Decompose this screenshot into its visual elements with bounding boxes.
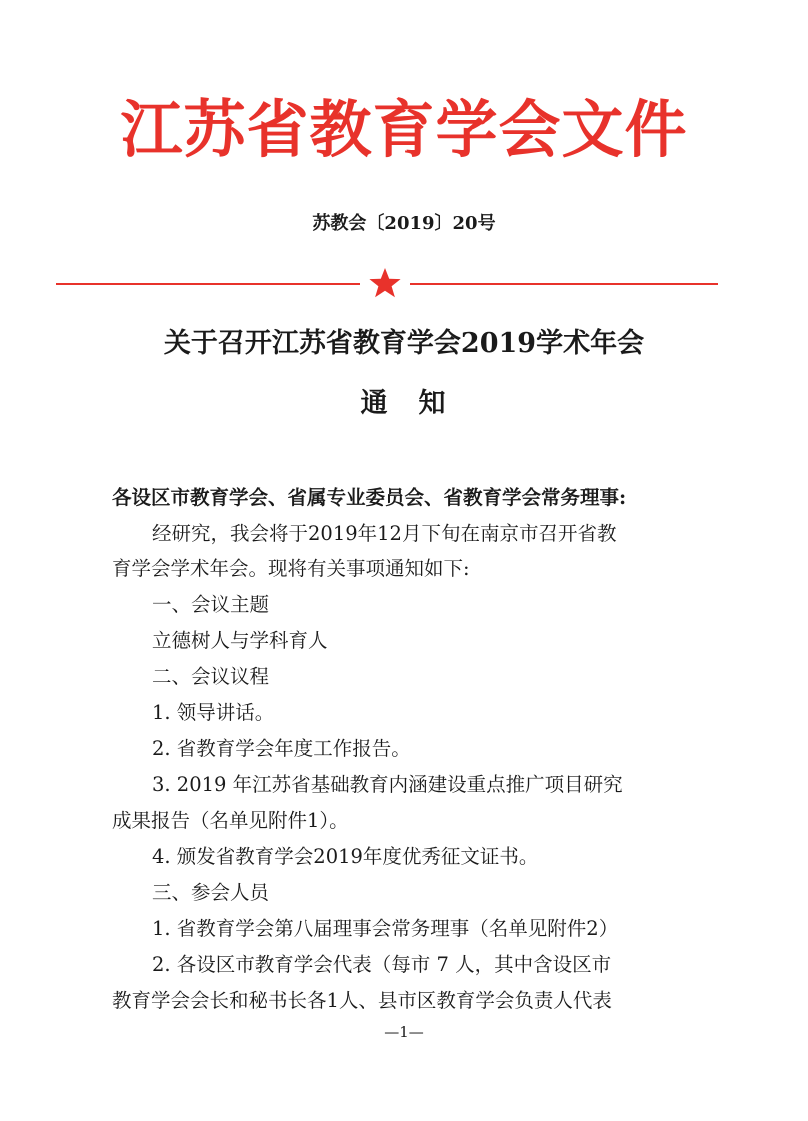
attendee-item-2-cont: 教育学会会长和秘书长各1人、县市区教育学会负责人代表: [112, 989, 612, 1012]
page-number: —1—: [384, 1023, 424, 1041]
attendee-item-1: 1. 省教育学会第八届理事会常务理事（名单见附件2）: [152, 917, 619, 940]
agenda-item-3: 3. 2019 年江苏省基础教育内涵建设重点推广项目研究: [152, 773, 623, 796]
agenda-item-4: 4. 颁发省教育学会2019年度优秀征文证书。: [152, 845, 539, 868]
section-1-heading: 一、会议主题: [152, 593, 270, 616]
red-rule-right: [410, 283, 718, 285]
section-3-heading: 三、参会人员: [152, 881, 270, 904]
agenda-item-1: 1. 领导讲话。: [152, 701, 275, 724]
agenda-item-2: 2. 省教育学会年度工作报告。: [152, 737, 411, 760]
intro-line-1: 经研究，我会将于2019年12月下旬在南京市召开省教: [152, 522, 617, 545]
star-icon: [368, 266, 402, 300]
notice-title: 关于召开江苏省教育学会2019学术年会: [163, 328, 645, 359]
red-rule-left: [56, 283, 360, 285]
section-2-heading: 二、会议议程: [152, 665, 270, 688]
section-1-text: 立德树人与学科育人: [152, 629, 328, 652]
agenda-item-3-cont: 成果报告（名单见附件1）。: [112, 809, 349, 832]
salutation: 各设区市教育学会、省属专业委员会、省教育学会常务理事:: [112, 486, 627, 509]
masthead-title: 江苏省教育学会文件: [120, 93, 688, 166]
attendee-item-2: 2. 各设区市教育学会代表（每市 7 人，其中含设区市: [152, 953, 612, 976]
document-number: 苏教会〔2019〕20号: [312, 213, 496, 234]
intro-line-2: 育学会学术年会。现将有关事项通知如下:: [112, 557, 470, 580]
notice-subtitle: 通 知: [360, 388, 448, 419]
